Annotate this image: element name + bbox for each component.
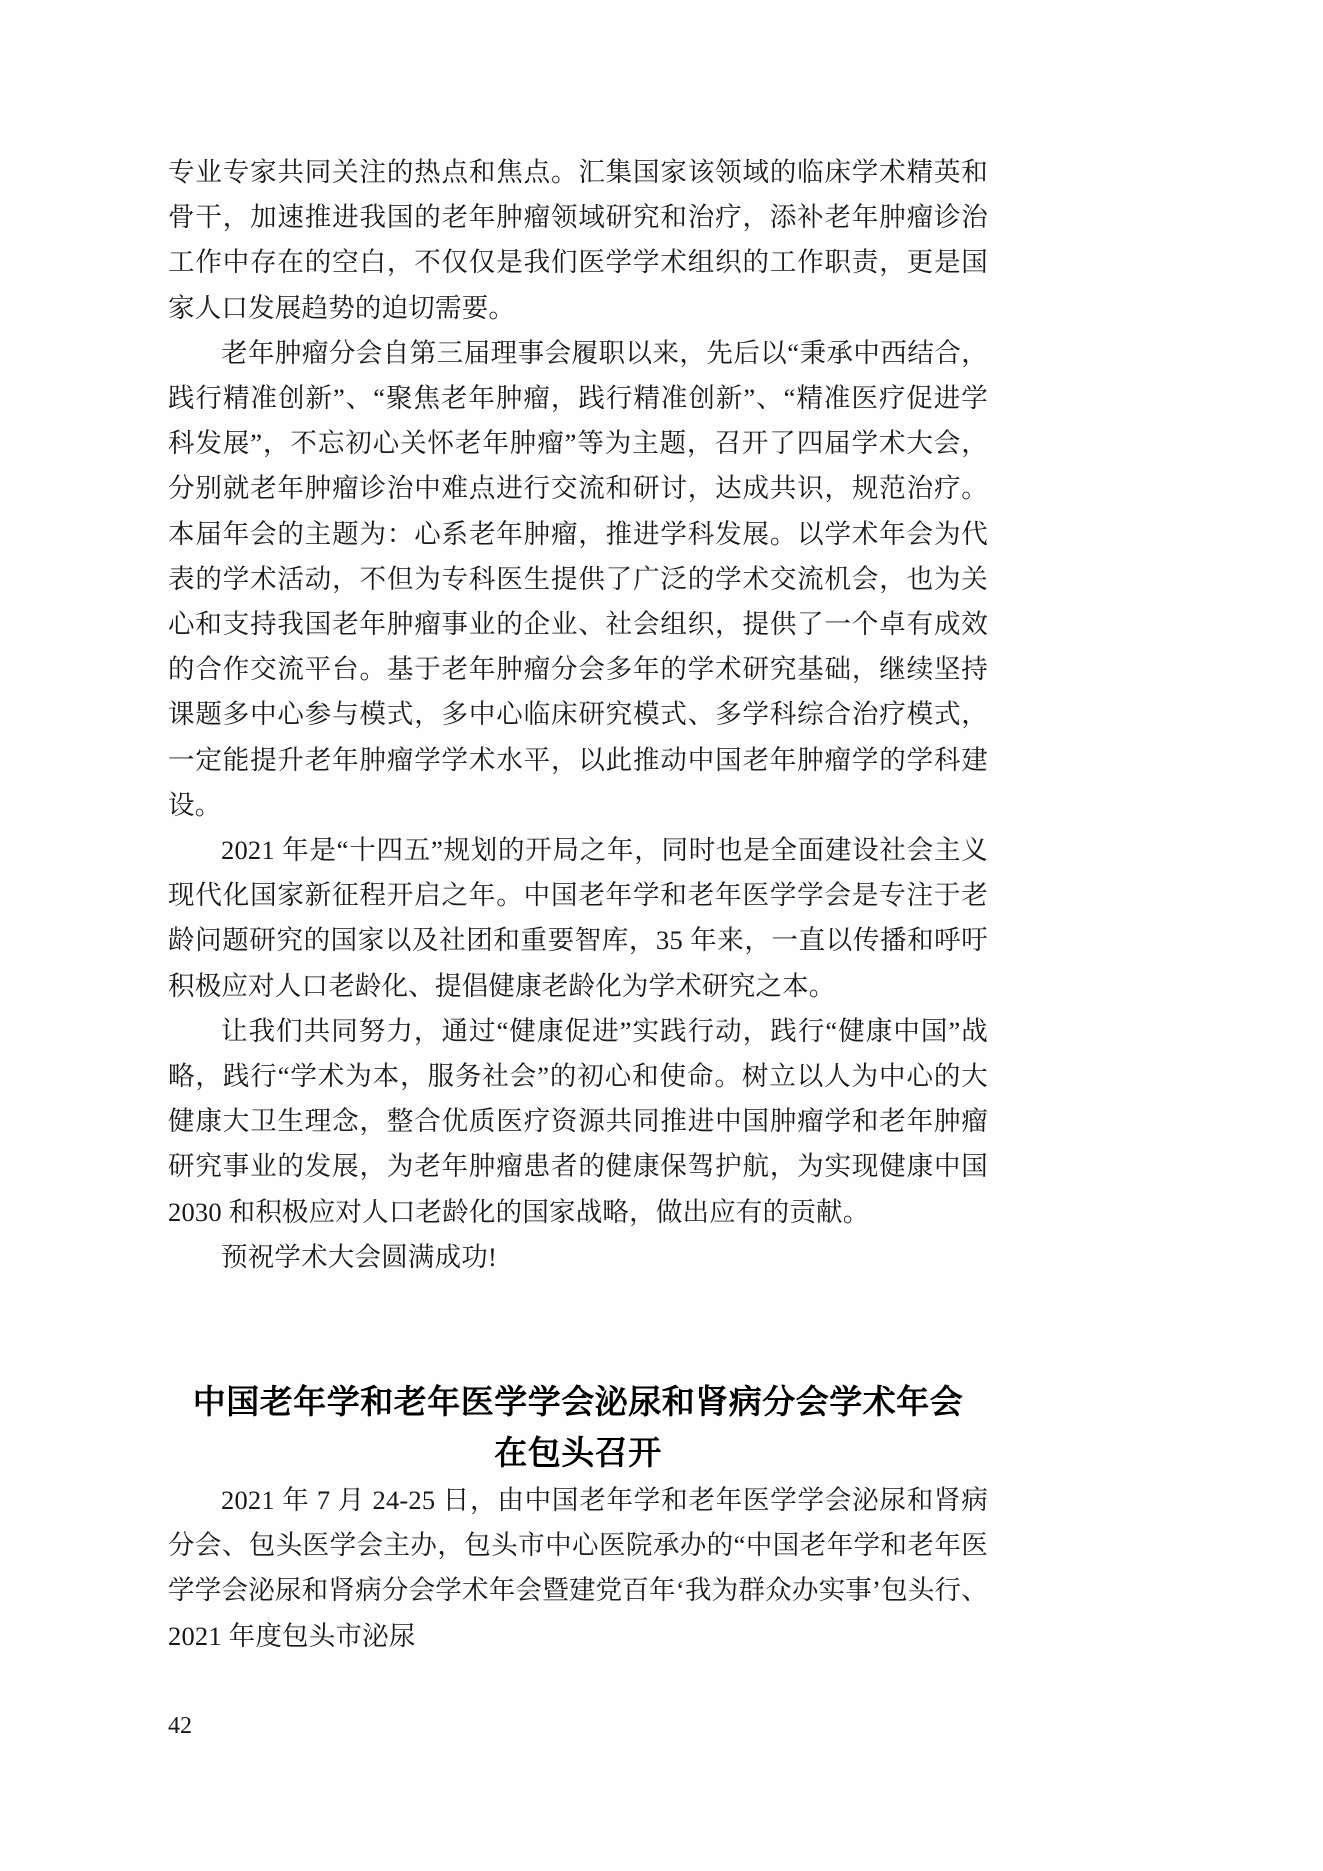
paragraph-best-wishes: 预祝学术大会圆满成功!: [221, 1241, 498, 1272]
paragraph-baotou-meeting: 2021 年 7 月 24-25 日，由中国老年学和老年医学学会泌尿和肾病分会、包头医学会主办，包头市中心医院承办的“中国老年学和老年医学学会泌尿和肾病分会学术年会暨建党百年‘我为群众办实事’包头行、 2021 年度包头市泌尿: [168, 1485, 988, 1651]
paragraph-third-council: 老年肿瘤分会自第三届理事会履职以来，先后以“秉承中西结合，践行精准创新”、“聚焦老年肿瘤，践行精准创新”、“精准医疗促进学科发展”，不忘初心关怀老年肿瘤”等为主题，召开了四届学术大会，分别就老年肿瘤诊治中难点进行交流和研讨，达成共识，规范治疗。本届年会的主题为：心系老年肿瘤，推进学科发展。以学术年会为代表的学术活动，不但为专科医生提供了广泛的学术交流机会，也为关心和支持我国老年肿瘤事业的企业、社会组织，提供了一个卓有成效的合作交流平台。基于老年肿瘤分会多年的学术研究基础，继续坚持课题多中心参与模式，多中心临床研究模式、多学科综合治疗模式，一定能提升老年肿瘤学学术水平，以此推动中国老年肿瘤学的学科建设。: [168, 337, 988, 820]
section-heading: [168, 1376, 988, 1478]
page-number: 42: [168, 1713, 192, 1739]
paragraph-call-to-action: 让我们共同努力，通过“健康促进”实践行动，践行“健康中国”战略，践行“学术为本，服务社会”的初心和使命。树立以人为中心的大健康大卫生理念，整合优质医疗资源共同推进中国肿瘤学和老年肿瘤研究事业的发展，为老年肿瘤患者的健康保驾护航，为实现健康中国 2030 和积极应对人口老龄化的国家战略，做出应有的贡献。: [168, 1015, 988, 1227]
page-content: [168, 150, 988, 1659]
paragraph-continued-hotspot: 专业专家共同关注的热点和焦点。汇集国家该领域的临床学术精英和骨干，加速推进我国的老年肿瘤领域研究和治疗，添补老年肿瘤诊治工作中存在的空白，不仅仅是我们医学学术组织的工作职责，更是国家人口发展趋势的迫切需要。: [168, 157, 988, 323]
paragraph-2021-plan: 2021 年是“十四五”规划的开局之年，同时也是全面建设社会主义现代化国家新征程开启之年。中国老年学和老年医学学会是专注于老龄问题研究的国家以及社团和重要智库，35 年来，一直以传播和呼吁积极应对人口老龄化、提倡健康老龄化为学术研究之本。: [168, 835, 988, 1001]
section-heading-line-2: 在包头召开: [494, 1434, 662, 1472]
section-heading-line-1: 中国老年学和老年医学学会泌尿和肾病分会学术年会: [192, 1383, 964, 1421]
